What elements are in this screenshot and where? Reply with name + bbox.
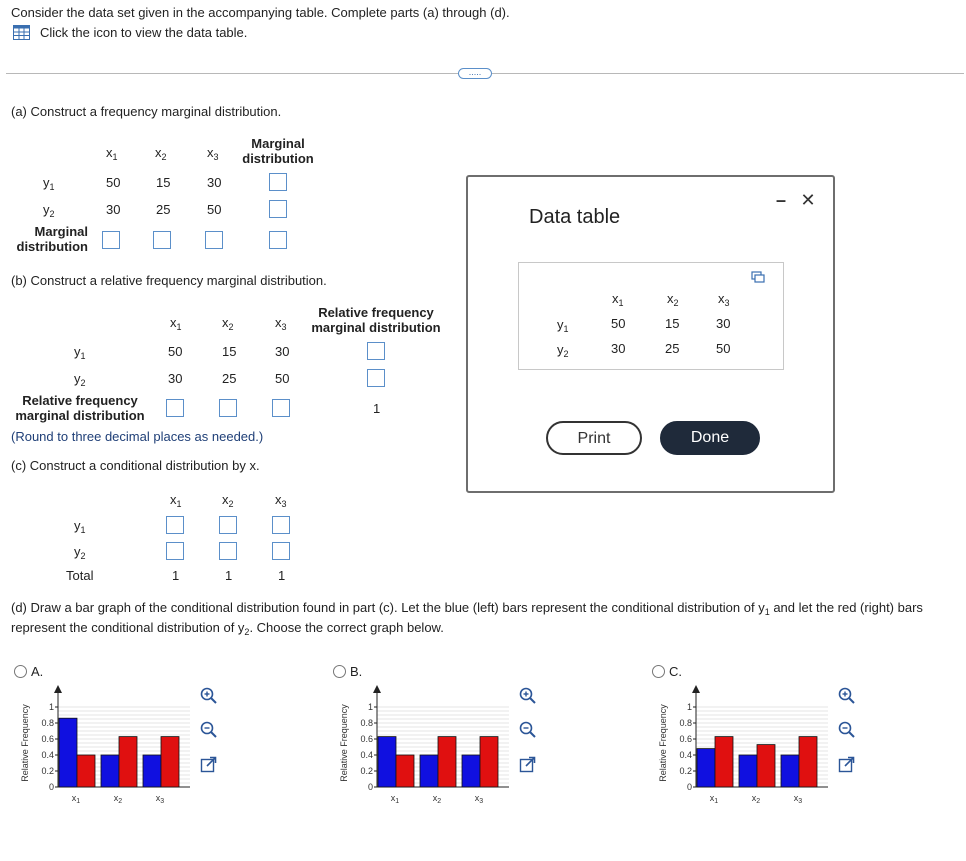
a-col-x1: $x_1$ xyxy=(106,145,118,162)
option-b-chart xyxy=(337,680,517,805)
b-col-x3: $x_3$ xyxy=(275,315,287,332)
popup-col-x3: $x_3$ xyxy=(718,291,730,308)
option-a-zoom-out-icon[interactable] xyxy=(200,721,217,738)
y-tick-label: 0.6 xyxy=(679,734,692,744)
c-y2-x1-input[interactable] xyxy=(166,542,184,560)
print-button[interactable]: Print xyxy=(546,421,642,455)
b-cell: 30 xyxy=(275,344,290,359)
more-button[interactable]: ..... xyxy=(458,68,492,79)
a-marginal-x1-input[interactable] xyxy=(102,231,120,249)
b-marginal-y1-input[interactable] xyxy=(367,342,385,360)
bar-y1-x3 xyxy=(143,755,161,787)
b-cell: 25 xyxy=(222,371,237,386)
popup-cell: 30 xyxy=(716,316,731,331)
part-d-line1: (d) Draw a bar graph of the conditional distribution found in part (c). Let the blue (left) bars represent the conditional distribution of $y_1$ and let the red (right) bars xyxy=(11,600,923,617)
bar-y2-x3 xyxy=(799,737,817,787)
x-tick-label: $x_3$ xyxy=(474,793,484,805)
y-axis-label: Relative Frequency xyxy=(339,704,349,782)
b-cell: 30 xyxy=(168,371,183,386)
minimize-icon[interactable]: – xyxy=(775,190,786,210)
option-b-label[interactable]: B. xyxy=(350,664,363,679)
x-tick-label: $x_2$ xyxy=(113,793,123,805)
a-cell: 30 xyxy=(106,202,121,217)
popup-title: Data table xyxy=(529,206,621,228)
bar-y2-x1 xyxy=(396,755,414,787)
c-y2-x3-input[interactable] xyxy=(272,542,290,560)
x-tick-label: $x_3$ xyxy=(793,793,803,805)
option-c-label[interactable]: C. xyxy=(669,664,682,679)
c-total-value: 1 xyxy=(172,568,180,583)
a-cell: 25 xyxy=(156,202,171,217)
part-a-title: (a) Construct a frequency marginal distribution. xyxy=(11,104,282,119)
a-cell: 30 xyxy=(207,175,222,190)
option-c-zoom-out-icon[interactable] xyxy=(838,721,855,738)
y-tick-label: 0.4 xyxy=(41,750,54,760)
a-marginal-total-input[interactable] xyxy=(269,231,287,249)
c-col-x1: $x_1$ xyxy=(170,492,182,509)
bar-y2-x2 xyxy=(438,737,456,787)
option-a-tools xyxy=(200,687,220,773)
y-tick-label: 0.6 xyxy=(360,734,373,744)
y-tick-label: 0.2 xyxy=(679,766,692,776)
x-tick-label: $x_1$ xyxy=(709,793,719,805)
y-tick-label: 0.4 xyxy=(360,750,373,760)
a-marginal-y2-input[interactable] xyxy=(269,200,287,218)
c-y2-x2-input[interactable] xyxy=(219,542,237,560)
y-axis-label: Relative Frequency xyxy=(20,704,30,782)
instruction-text: Consider the data set given in the accompanying table. Complete parts (a) through (d). xyxy=(11,5,510,20)
bar-y2-x2 xyxy=(757,745,775,787)
y-tick-label: 0 xyxy=(367,782,373,792)
popup-col-x2: $x_2$ xyxy=(667,291,679,308)
a-cell: 50 xyxy=(106,175,121,190)
popup-row-y2: $y_2$ xyxy=(557,342,569,359)
bar-y1-x2 xyxy=(101,755,119,787)
option-a-zoom-in-icon[interactable] xyxy=(200,687,217,704)
bar-y2-x3 xyxy=(480,737,498,787)
c-y1-x2-input[interactable] xyxy=(219,516,237,534)
option-a-label[interactable]: A. xyxy=(31,664,44,679)
bar-y1-x1 xyxy=(59,718,77,787)
table-icon[interactable] xyxy=(13,25,30,40)
b-total-value: 1 xyxy=(373,401,381,416)
b-col-x2: $x_2$ xyxy=(222,315,234,332)
bar-y2-x3 xyxy=(161,737,179,787)
popup-col-x1: $x_1$ xyxy=(612,291,624,308)
part-b-title: (b) Construct a relative frequency marginal distribution. xyxy=(11,273,327,288)
bar-y1-x2 xyxy=(739,755,757,787)
option-c-popout-icon[interactable] xyxy=(838,756,855,773)
b-row-y2: $y_2$ xyxy=(74,371,86,388)
a-col-x3: $x_3$ xyxy=(207,145,219,162)
b-marginal-x1-input[interactable] xyxy=(166,399,184,417)
c-y1-x3-input[interactable] xyxy=(272,516,290,534)
b-cell: 50 xyxy=(168,344,183,359)
bar-y1-x2 xyxy=(420,755,438,787)
y-tick-label: 0.8 xyxy=(360,718,373,728)
y-tick-label: 0.4 xyxy=(679,750,692,760)
copy-icon[interactable] xyxy=(751,271,765,283)
bar-y2-x2 xyxy=(119,737,137,787)
part-c-title: (c) Construct a conditional distribution by x. xyxy=(11,458,260,473)
c-row-y2: $y_2$ xyxy=(74,544,86,561)
bar-y1-x3 xyxy=(462,755,480,787)
option-a-chart xyxy=(18,680,198,805)
a-marginal-y1-input[interactable] xyxy=(269,173,287,191)
c-y1-x1-input[interactable] xyxy=(166,516,184,534)
option-c-zoom-in-icon[interactable] xyxy=(838,687,855,704)
option-b-zoom-in-icon[interactable] xyxy=(519,687,536,704)
x-tick-label: $x_2$ xyxy=(751,793,761,805)
y-tick-label: 0.8 xyxy=(41,718,54,728)
y-tick-label: 0 xyxy=(686,782,692,792)
a-col-marginal: Marginal distribution xyxy=(242,136,314,166)
y-axis-label: Relative Frequency xyxy=(658,704,668,782)
y-axis-arrow xyxy=(373,685,381,693)
option-b-zoom-out-icon[interactable] xyxy=(519,721,536,738)
y-axis-arrow xyxy=(692,685,700,693)
close-icon[interactable]: ✕ xyxy=(800,190,816,210)
c-col-x3: $x_3$ xyxy=(275,492,287,509)
b-col-relative-marginal: Relative frequency marginal distribution xyxy=(311,305,441,335)
popup-cell: 50 xyxy=(716,341,731,356)
a-cell: 50 xyxy=(207,202,222,217)
popup-cell: 30 xyxy=(611,341,626,356)
bar-y2-x1 xyxy=(715,737,733,787)
bar-y2-x1 xyxy=(77,755,95,787)
option-b-tools xyxy=(519,687,539,773)
a-row-marginal: Marginal distribution xyxy=(16,224,88,254)
c-col-x2: $x_2$ xyxy=(222,492,234,509)
popup-table xyxy=(518,262,784,370)
y-tick-label: 1 xyxy=(686,702,692,712)
view-data-table-link[interactable]: Click the icon to view the data table. xyxy=(40,25,248,40)
c-row-total: Total xyxy=(66,568,94,583)
b-row-relative-marginal: Relative frequency marginal distribution xyxy=(15,393,145,423)
a-marginal-x3-input[interactable] xyxy=(205,231,223,249)
b-cell: 50 xyxy=(275,371,290,386)
y-tick-label: 0.2 xyxy=(360,766,373,776)
a-cell: 15 xyxy=(156,175,171,190)
a-row-y2: $y_2$ xyxy=(43,202,55,219)
option-c-radio[interactable] xyxy=(652,665,665,678)
data-table-popup xyxy=(466,175,835,493)
option-b-radio[interactable] xyxy=(333,665,346,678)
c-total-value: 1 xyxy=(225,568,233,583)
b-marginal-x2-input[interactable] xyxy=(219,399,237,417)
option-c-tools xyxy=(838,687,858,773)
x-tick-label: $x_3$ xyxy=(155,793,165,805)
option-b-popout-icon[interactable] xyxy=(519,756,536,773)
popup-cell: 50 xyxy=(611,316,626,331)
bar-y1-x1 xyxy=(697,749,715,787)
rounding-note: (Round to three decimal places as needed.) xyxy=(11,429,264,444)
popup-row-y1: $y_1$ xyxy=(557,317,569,334)
y-tick-label: 1 xyxy=(367,702,373,712)
c-row-y1: $y_1$ xyxy=(74,518,86,535)
popup-cell: 25 xyxy=(665,341,680,356)
b-col-x1: $x_1$ xyxy=(170,315,182,332)
y-tick-label: 0.6 xyxy=(41,734,54,744)
a-marginal-x2-input[interactable] xyxy=(153,231,171,249)
b-marginal-x3-input[interactable] xyxy=(272,399,290,417)
x-tick-label: $x_1$ xyxy=(71,793,81,805)
y-tick-label: 0.2 xyxy=(41,766,54,776)
x-tick-label: $x_2$ xyxy=(432,793,442,805)
part-d-line2: represent the conditional distribution of $y_2$. Choose the correct graph below. xyxy=(11,620,444,637)
b-row-y1: $y_1$ xyxy=(74,344,86,361)
b-cell: 15 xyxy=(222,344,237,359)
option-a-radio[interactable] xyxy=(14,665,27,678)
popup-cell: 15 xyxy=(665,316,680,331)
y-tick-label: 1 xyxy=(48,702,54,712)
c-total-value: 1 xyxy=(278,568,286,583)
b-marginal-y2-input[interactable] xyxy=(367,369,385,387)
x-tick-label: $x_1$ xyxy=(390,793,400,805)
option-c-chart xyxy=(656,680,836,805)
y-tick-label: 0 xyxy=(48,782,54,792)
y-axis-arrow xyxy=(54,685,62,693)
a-row-y1: $y_1$ xyxy=(43,175,55,192)
y-tick-label: 0.8 xyxy=(679,718,692,728)
bar-y1-x1 xyxy=(378,737,396,787)
done-button[interactable]: Done xyxy=(660,421,760,455)
a-col-x2: $x_2$ xyxy=(155,145,167,162)
option-a-popout-icon[interactable] xyxy=(200,756,217,773)
bar-y1-x3 xyxy=(781,755,799,787)
